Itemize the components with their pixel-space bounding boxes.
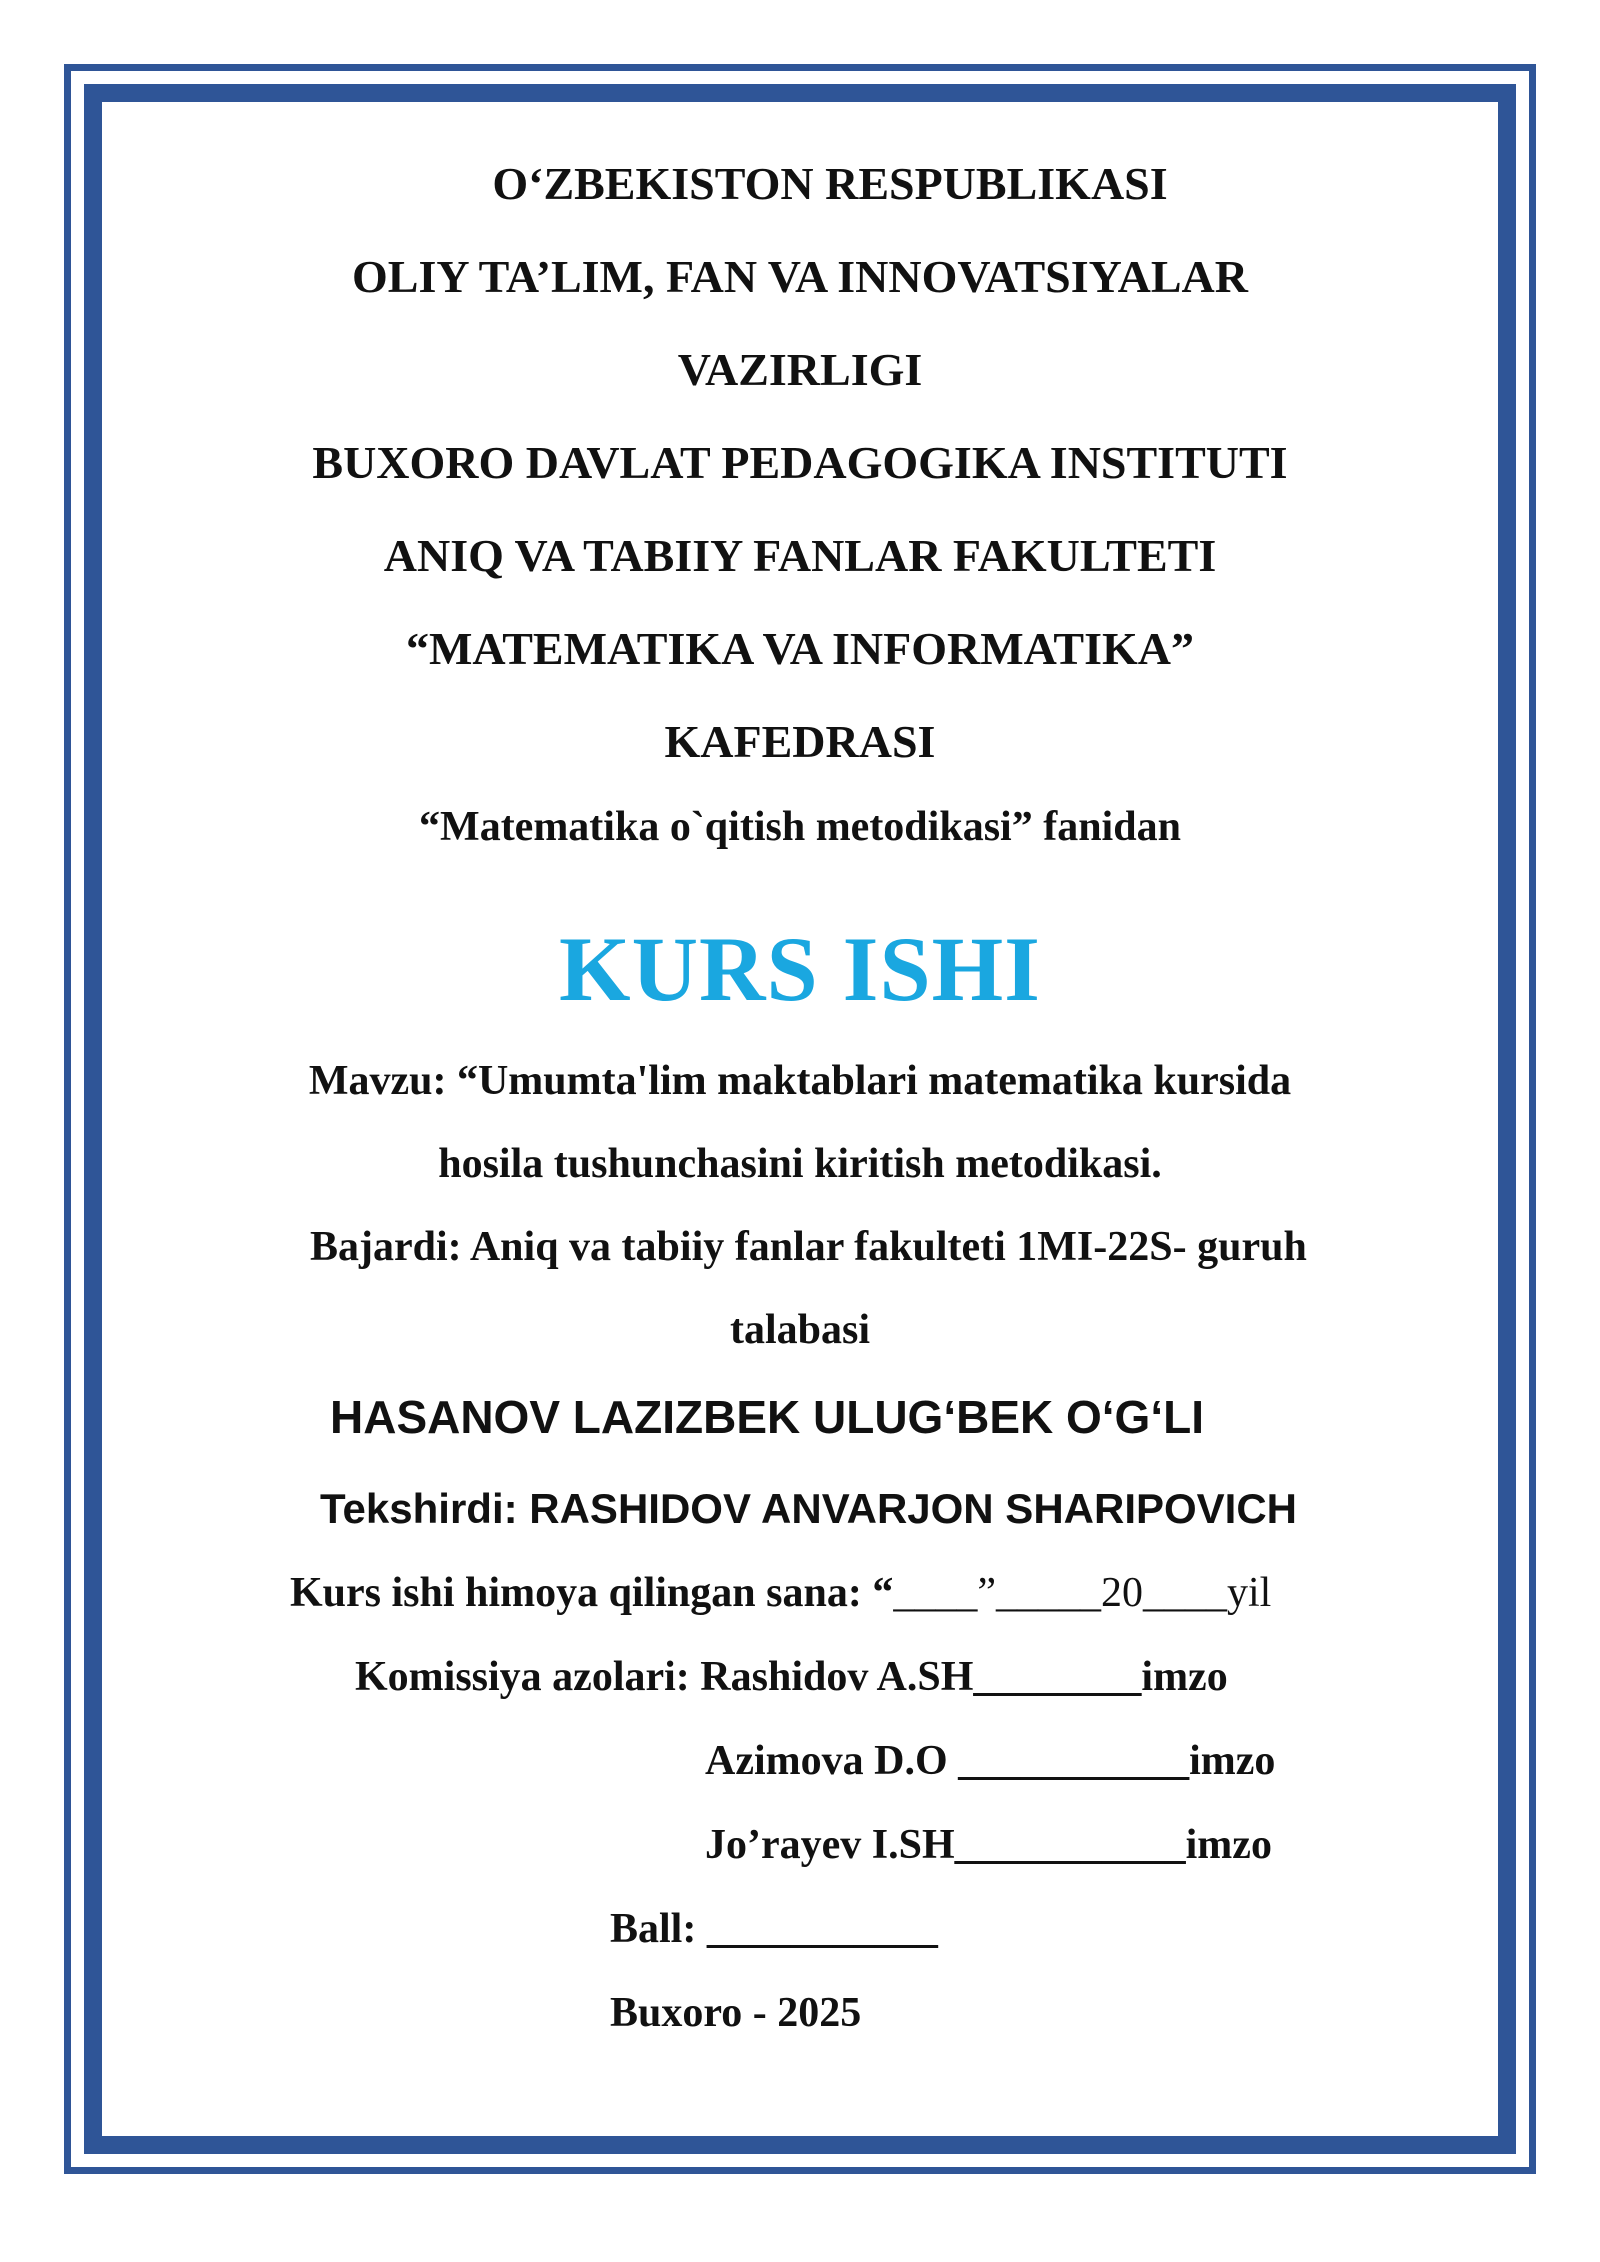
header-institute: BUXORO DAVLAT PEDAGOGIKA INSTITUTI (312, 437, 1288, 488)
student-name: HASANOV LAZIZBEK ULUG‘BEK O‘G‘LI (330, 1391, 1204, 1443)
commission-member-1: Rashidov A.SH________imzo (700, 1654, 1228, 1700)
defense-date-blank: ____”_____20____yil (893, 1570, 1272, 1616)
header-department-cont: KAFEDRASI (664, 716, 936, 767)
header-ministry-cont: VAZIRLIGI (677, 344, 923, 395)
commission-line (355, 1656, 1228, 1698)
place-year: Buxoro - 2025 (610, 1990, 862, 2036)
defense-date-label: Kurs ishi himoya qilingan sana: “ (290, 1570, 894, 1616)
header-country: O‘ZBEKISTON RESPUBLIKASI (492, 158, 1168, 209)
topic-line-2: hosila tushunchasini kiritish metodikasi. (438, 1141, 1162, 1187)
header-department: “MATEMATIKA VA INFORMATIKA” (405, 623, 1195, 674)
ball-line: Ball: ___________ (610, 1906, 938, 1952)
topic-line-1: Mavzu: “Umumta'lim maktablari matematika kursida (308, 1058, 1292, 1104)
document-title: KURS ISHI (559, 918, 1041, 1020)
subject-line: “Matematika o`qitish metodikasi” fanidan (419, 804, 1181, 850)
checker-line: Tekshirdi: RASHIDOV ANVARJON SHARIPOVICH (320, 1485, 1298, 1532)
header-ministry: OLIY TA’LIM, FAN VA INNOVATSIYALAR (352, 251, 1248, 302)
commission-member-2: Azimova D.O ___________imzo (705, 1738, 1276, 1784)
defense-date-line (290, 1572, 1271, 1614)
performer-role: talabasi (729, 1307, 871, 1353)
commission-label: Komissiya azolari: (355, 1654, 701, 1700)
commission-member-3: Jo’rayev I.SH___________imzo (705, 1822, 1272, 1868)
header-faculty: ANIQ VA TABIIY FANLAR FAKULTETI (383, 530, 1217, 581)
performer-line: Bajardi: Aniq va tabiiy fanlar fakulteti 1MI-22S- guruh (310, 1224, 1307, 1270)
